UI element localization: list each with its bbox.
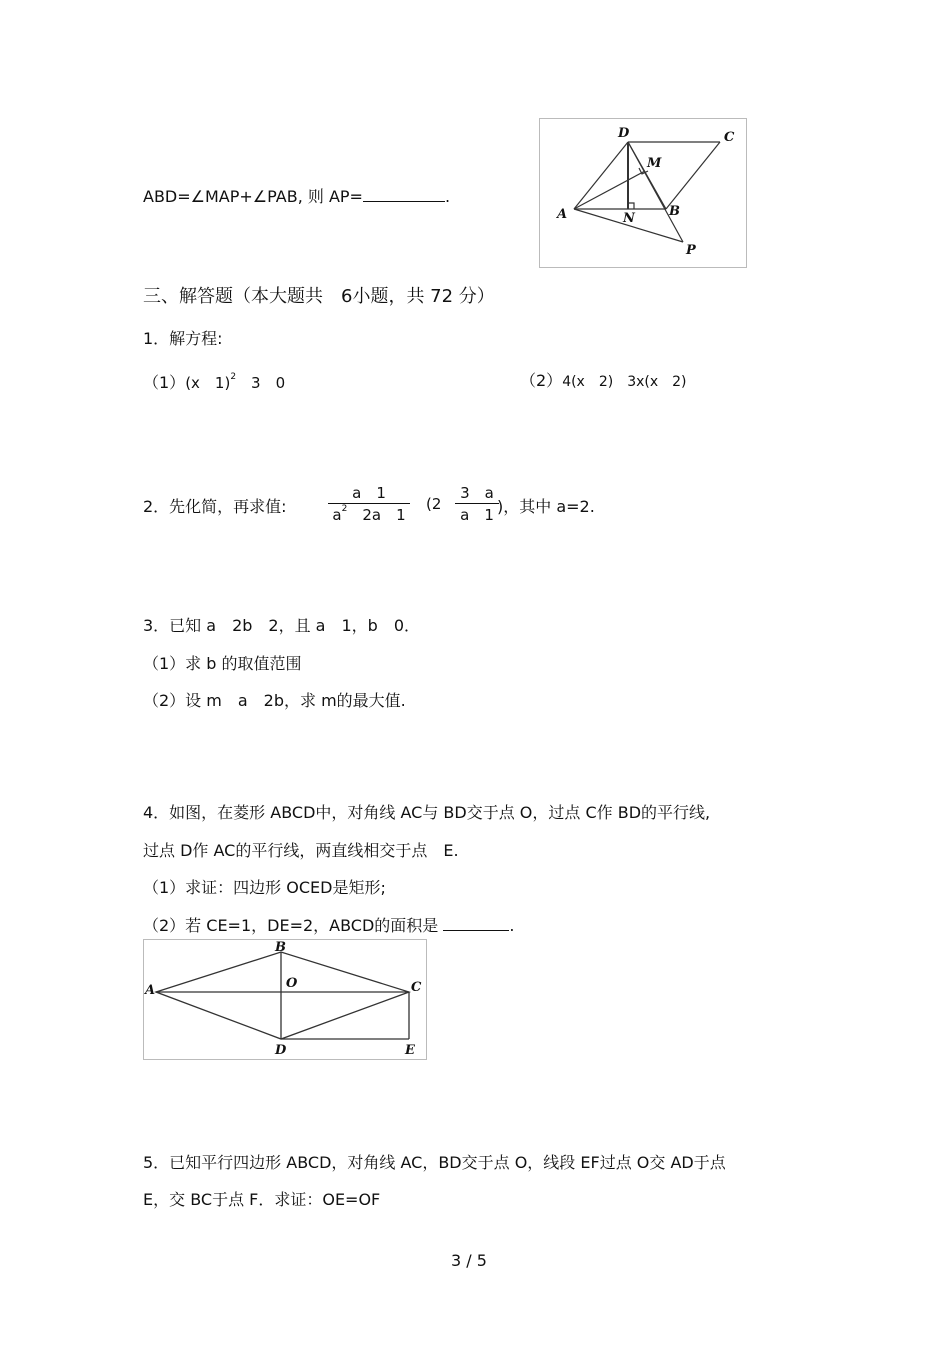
q2-fraction-1 — [328, 482, 410, 525]
q4-line2: 过点 D作 AC的平行线，两直线相交于点 E. — [143, 841, 459, 860]
label-A: A — [145, 983, 156, 998]
figure-triangle — [539, 118, 747, 268]
q5-line1: 5．已知平行四边形 ABCD，对角线 AC，BD交于点 O，线段 EF过点 O交 AD于点 — [143, 1153, 726, 1172]
q2-frac1-den-b: 2a 1 — [347, 506, 406, 524]
label-D: D — [618, 126, 630, 141]
q2-label: 2．先化简，再求值: — [143, 497, 287, 516]
q1-part1-label: （1） — [143, 373, 186, 392]
q3-part1: （1）求 b 的取值范围 — [143, 654, 302, 673]
q1-part2-expr: 4(x 2) 3x(x 2) — [562, 374, 687, 390]
q3-label: 3．已知 a 2b 2，且 a 1，b 0． — [143, 616, 420, 635]
label-E: E — [405, 1043, 415, 1058]
label-B: B — [275, 940, 286, 955]
q4-part2 — [143, 913, 514, 936]
q4-line1: 4．如图，在菱形 ABCD中，对角线 AC与 BD交于点 O，过点 C作 BD的平行线, — [143, 803, 711, 822]
label-M: M — [647, 156, 662, 171]
q2-frac1-numerator: a 1 — [352, 484, 386, 502]
answer-blank-area — [443, 930, 509, 931]
figure-rhombus-svg — [144, 940, 426, 1059]
label-C: C — [724, 130, 735, 145]
q1-part2 — [520, 368, 687, 391]
q2-frac2-denominator: a 1 — [455, 503, 499, 525]
q2-frac1-denominator — [328, 503, 410, 525]
label-B: B — [669, 204, 680, 219]
label-N: N — [623, 211, 635, 226]
top-line-period: . — [444, 187, 451, 206]
q2-frac2-numerator: 3 a — [460, 484, 494, 502]
top-line-text: ABD=∠MAP+∠PAB, 则 AP= — [143, 187, 363, 206]
q2-fraction-2 — [455, 482, 499, 525]
q1-part1-sup: 2 — [230, 372, 237, 382]
label-D: D — [275, 1043, 287, 1058]
q4-part1: （1）求证：四边形 OCED是矩形; — [143, 878, 386, 897]
q3-part2: （2）设 m a 2b，求 m的最大值. — [143, 691, 406, 710]
q5-line2: E，交 BC于点 F．求证：OE=OF — [143, 1190, 381, 1209]
answer-blank — [363, 201, 445, 202]
label-C: C — [411, 980, 422, 995]
label-A: A — [557, 207, 568, 222]
q2-mid: (2 — [426, 495, 442, 513]
section-title: 三、解答题（本大题共 6小题，共 72 分） — [143, 286, 495, 307]
q1-label: 1．解方程: — [143, 329, 223, 348]
figure-rhombus — [143, 939, 427, 1060]
q1-part1-expr-b: 3 0 — [236, 374, 286, 392]
q1-part1-expr-a: (x 1) — [185, 374, 231, 392]
q2-frac1-den-a: a — [332, 506, 342, 524]
top-line — [143, 184, 450, 207]
figure-triangle-svg — [540, 119, 746, 267]
q2-tail: )，其中 a=2. — [497, 497, 595, 516]
q1-part1 — [143, 370, 285, 393]
q2-frac1-den-sup: 2 — [341, 504, 348, 514]
label-O: O — [286, 976, 298, 991]
q1-part2-label: （2） — [520, 371, 563, 390]
q4-part2-text: （2）若 CE=1，DE=2，ABCD的面积是 — [143, 916, 439, 935]
label-P: P — [686, 243, 696, 258]
q4-part2-period: . — [509, 916, 515, 935]
page-number: 3 / 5 — [451, 1251, 487, 1270]
